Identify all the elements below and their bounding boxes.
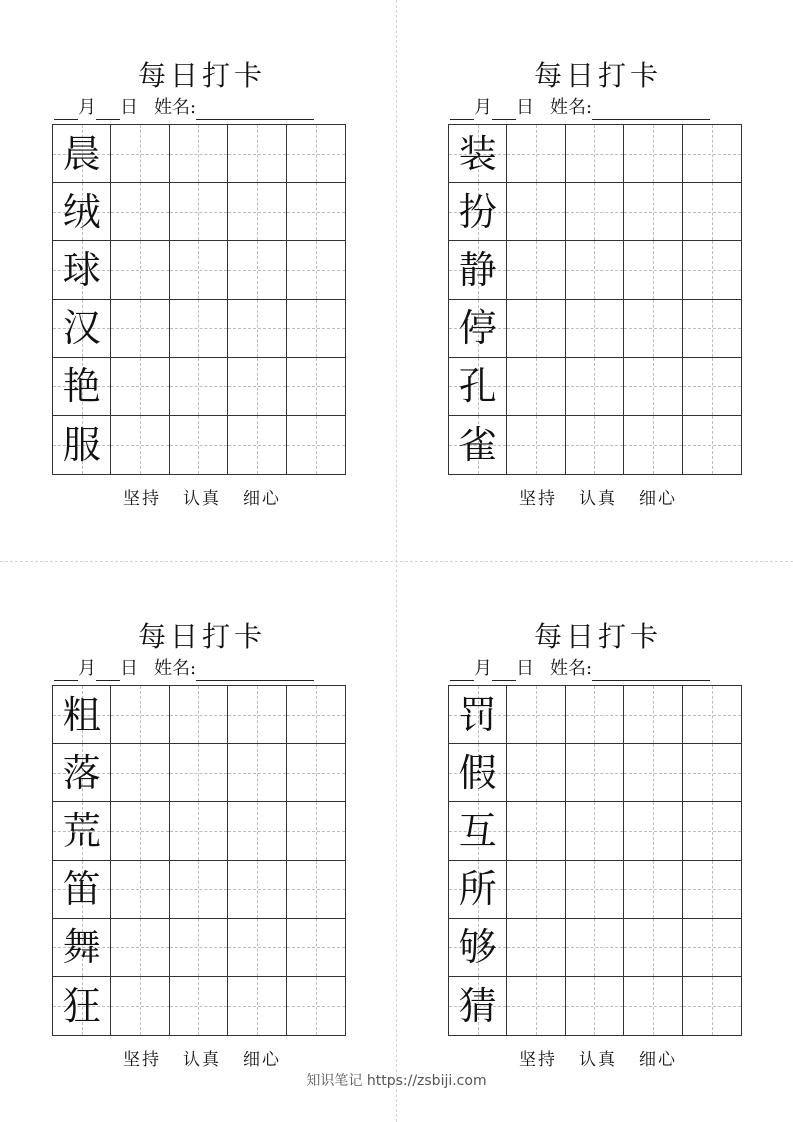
model-char-cell bbox=[53, 919, 111, 977]
practice-cell[interactable] bbox=[287, 861, 345, 919]
practice-cell[interactable] bbox=[507, 183, 565, 241]
practice-cell[interactable] bbox=[566, 125, 624, 183]
day-blank[interactable] bbox=[492, 660, 516, 681]
practice-cell[interactable] bbox=[624, 300, 682, 358]
name-blank[interactable] bbox=[592, 99, 710, 120]
practice-cell[interactable] bbox=[566, 861, 624, 919]
practice-cell[interactable] bbox=[170, 802, 228, 860]
day-blank[interactable] bbox=[96, 660, 120, 681]
day-label: 日 bbox=[120, 97, 138, 118]
practice-cell[interactable] bbox=[624, 744, 682, 802]
practice-cell[interactable] bbox=[683, 919, 741, 977]
practice-cell[interactable] bbox=[507, 744, 565, 802]
practice-cell[interactable] bbox=[287, 300, 345, 358]
footer-watermark: 知识笔记 https://zsbiji.com bbox=[306, 1073, 487, 1089]
practice-cell[interactable] bbox=[624, 861, 682, 919]
model-character: 粗 bbox=[62, 692, 101, 737]
card-title: 每日打卡 bbox=[137, 620, 266, 653]
writing-grid bbox=[448, 685, 742, 1036]
model-character: 雀 bbox=[458, 422, 497, 467]
model-char-cell bbox=[449, 977, 507, 1035]
month-blank[interactable] bbox=[54, 660, 78, 681]
practice-cell[interactable] bbox=[624, 416, 682, 474]
model-char-cell bbox=[449, 125, 507, 183]
practice-cell[interactable] bbox=[228, 861, 286, 919]
model-char-cell bbox=[53, 183, 111, 241]
practice-cell[interactable] bbox=[566, 241, 624, 299]
model-character: 绒 bbox=[62, 189, 101, 234]
motto-item: 细心 bbox=[639, 1050, 677, 1070]
practice-cell[interactable] bbox=[170, 125, 228, 183]
practice-cell[interactable] bbox=[507, 977, 565, 1035]
day-label: 日 bbox=[516, 658, 534, 679]
practice-cell[interactable] bbox=[287, 183, 345, 241]
practice-cell[interactable] bbox=[507, 125, 565, 183]
practice-cell[interactable] bbox=[111, 416, 169, 474]
model-character: 互 bbox=[458, 808, 497, 853]
model-character: 扮 bbox=[458, 189, 497, 234]
practice-cell[interactable] bbox=[507, 861, 565, 919]
practice-cell[interactable] bbox=[170, 977, 228, 1035]
practice-cell[interactable] bbox=[507, 416, 565, 474]
practice-cell[interactable] bbox=[683, 744, 741, 802]
model-character: 汉 bbox=[62, 306, 101, 351]
practice-cell[interactable] bbox=[683, 241, 741, 299]
model-char-cell bbox=[449, 686, 507, 744]
practice-cell[interactable] bbox=[228, 125, 286, 183]
practice-cell[interactable] bbox=[228, 241, 286, 299]
motto-item: 坚持 bbox=[123, 489, 161, 509]
day-label: 日 bbox=[516, 97, 534, 118]
motto-item: 认真 bbox=[579, 489, 617, 509]
practice-cell[interactable] bbox=[170, 861, 228, 919]
practice-cell[interactable] bbox=[170, 241, 228, 299]
month-blank[interactable] bbox=[54, 99, 78, 120]
model-char-cell bbox=[449, 241, 507, 299]
model-character: 舞 bbox=[62, 925, 101, 970]
practice-cell[interactable] bbox=[228, 686, 286, 744]
model-char-cell bbox=[449, 861, 507, 919]
model-character: 艳 bbox=[62, 364, 101, 409]
name-label: 姓名: bbox=[154, 97, 197, 118]
motto-item: 坚持 bbox=[519, 1050, 557, 1070]
practice-cell[interactable] bbox=[566, 300, 624, 358]
practice-cell[interactable] bbox=[287, 977, 345, 1035]
practice-cell[interactable] bbox=[566, 416, 624, 474]
card-title: 每日打卡 bbox=[533, 59, 662, 92]
motto-line bbox=[448, 484, 748, 509]
writing-grid bbox=[52, 124, 346, 475]
practice-cell[interactable] bbox=[228, 358, 286, 416]
practice-cell[interactable] bbox=[111, 125, 169, 183]
motto-item: 细心 bbox=[243, 489, 281, 509]
model-char-cell bbox=[53, 861, 111, 919]
practice-cell[interactable] bbox=[170, 183, 228, 241]
motto-line bbox=[448, 1045, 748, 1070]
model-char-cell bbox=[449, 183, 507, 241]
practice-cell[interactable] bbox=[287, 802, 345, 860]
model-character: 服 bbox=[62, 422, 101, 467]
practice-cell[interactable] bbox=[566, 744, 624, 802]
practice-card-2 bbox=[448, 60, 748, 520]
practice-cell[interactable] bbox=[287, 686, 345, 744]
month-label: 月 bbox=[78, 658, 96, 679]
model-character: 笛 bbox=[62, 867, 101, 912]
practice-cell[interactable] bbox=[683, 183, 741, 241]
practice-cell[interactable] bbox=[683, 416, 741, 474]
practice-cell[interactable] bbox=[170, 686, 228, 744]
practice-cell[interactable] bbox=[287, 416, 345, 474]
day-blank[interactable] bbox=[492, 99, 516, 120]
model-character: 罚 bbox=[458, 692, 497, 737]
date-name-line bbox=[54, 657, 350, 681]
month-blank[interactable] bbox=[450, 660, 474, 681]
practice-cell[interactable] bbox=[624, 686, 682, 744]
month-label: 月 bbox=[78, 97, 96, 118]
practice-cell[interactable] bbox=[111, 744, 169, 802]
practice-cell[interactable] bbox=[624, 241, 682, 299]
practice-card-4 bbox=[448, 621, 748, 1081]
model-character: 静 bbox=[458, 247, 497, 292]
model-char-cell bbox=[53, 802, 111, 860]
motto-line bbox=[52, 484, 352, 509]
practice-cell[interactable] bbox=[566, 802, 624, 860]
model-character: 晨 bbox=[62, 131, 101, 176]
practice-cell[interactable] bbox=[170, 744, 228, 802]
practice-cell[interactable] bbox=[566, 358, 624, 416]
practice-cell[interactable] bbox=[507, 300, 565, 358]
model-character: 猜 bbox=[458, 983, 497, 1028]
model-char-cell bbox=[449, 744, 507, 802]
practice-cell[interactable] bbox=[507, 919, 565, 977]
motto-item: 细心 bbox=[639, 489, 677, 509]
practice-cell[interactable] bbox=[228, 416, 286, 474]
practice-cell[interactable] bbox=[624, 919, 682, 977]
model-char-cell bbox=[53, 241, 111, 299]
model-character: 假 bbox=[458, 750, 497, 795]
practice-cell[interactable] bbox=[111, 919, 169, 977]
motto-line bbox=[52, 1045, 352, 1070]
practice-cell[interactable] bbox=[111, 241, 169, 299]
month-blank[interactable] bbox=[450, 99, 474, 120]
name-label: 姓名: bbox=[550, 97, 593, 118]
name-label: 姓名: bbox=[154, 658, 197, 679]
date-name-line bbox=[450, 96, 746, 120]
practice-cell[interactable] bbox=[566, 977, 624, 1035]
model-char-cell bbox=[449, 802, 507, 860]
practice-cell[interactable] bbox=[683, 861, 741, 919]
practice-cell[interactable] bbox=[111, 686, 169, 744]
practice-cell[interactable] bbox=[170, 358, 228, 416]
model-character: 够 bbox=[458, 925, 497, 970]
practice-cell[interactable] bbox=[111, 358, 169, 416]
name-blank[interactable] bbox=[592, 660, 710, 681]
model-char-cell bbox=[449, 416, 507, 474]
cut-line-horizontal bbox=[0, 561, 793, 562]
date-name-line bbox=[450, 657, 746, 681]
motto-item: 坚持 bbox=[123, 1050, 161, 1070]
practice-cell[interactable] bbox=[507, 802, 565, 860]
day-label: 日 bbox=[120, 658, 138, 679]
motto-item: 认真 bbox=[579, 1050, 617, 1070]
practice-cell[interactable] bbox=[507, 358, 565, 416]
model-char-cell bbox=[449, 358, 507, 416]
practice-cell[interactable] bbox=[507, 241, 565, 299]
practice-cell[interactable] bbox=[287, 241, 345, 299]
practice-cell[interactable] bbox=[624, 183, 682, 241]
practice-cell[interactable] bbox=[683, 977, 741, 1035]
practice-cell[interactable] bbox=[624, 125, 682, 183]
motto-item: 坚持 bbox=[519, 489, 557, 509]
practice-cell[interactable] bbox=[111, 183, 169, 241]
day-blank[interactable] bbox=[96, 99, 120, 120]
model-char-cell bbox=[449, 300, 507, 358]
model-char-cell bbox=[53, 125, 111, 183]
motto-item: 认真 bbox=[183, 1050, 221, 1070]
practice-cell[interactable] bbox=[228, 977, 286, 1035]
practice-cell[interactable] bbox=[111, 802, 169, 860]
model-character: 落 bbox=[62, 750, 101, 795]
model-character: 荒 bbox=[62, 808, 101, 853]
model-char-cell bbox=[53, 977, 111, 1035]
motto-item: 认真 bbox=[183, 489, 221, 509]
practice-cell[interactable] bbox=[566, 686, 624, 744]
motto-item: 细心 bbox=[243, 1050, 281, 1070]
practice-cell[interactable] bbox=[683, 300, 741, 358]
practice-cell[interactable] bbox=[683, 686, 741, 744]
model-char-cell bbox=[449, 919, 507, 977]
practice-cell[interactable] bbox=[566, 919, 624, 977]
name-label: 姓名: bbox=[550, 658, 593, 679]
practice-cell[interactable] bbox=[624, 977, 682, 1035]
card-title: 每日打卡 bbox=[533, 620, 662, 653]
practice-cell[interactable] bbox=[287, 125, 345, 183]
model-char-cell bbox=[53, 416, 111, 474]
model-character: 孔 bbox=[458, 364, 497, 409]
name-blank[interactable] bbox=[196, 660, 314, 681]
practice-cell[interactable] bbox=[228, 183, 286, 241]
model-character: 停 bbox=[458, 306, 497, 351]
practice-cell[interactable] bbox=[170, 919, 228, 977]
practice-cell[interactable] bbox=[287, 358, 345, 416]
name-blank[interactable] bbox=[196, 99, 314, 120]
practice-cell[interactable] bbox=[111, 861, 169, 919]
practice-cell[interactable] bbox=[170, 300, 228, 358]
practice-cell[interactable] bbox=[683, 358, 741, 416]
practice-cell[interactable] bbox=[228, 744, 286, 802]
model-char-cell bbox=[53, 744, 111, 802]
model-character: 装 bbox=[458, 131, 497, 176]
card-title: 每日打卡 bbox=[137, 59, 266, 92]
model-character: 球 bbox=[62, 247, 101, 292]
writing-grid bbox=[52, 685, 346, 1036]
writing-grid bbox=[448, 124, 742, 475]
practice-cell[interactable] bbox=[228, 300, 286, 358]
practice-cell[interactable] bbox=[683, 125, 741, 183]
practice-cell[interactable] bbox=[287, 744, 345, 802]
practice-cell[interactable] bbox=[566, 183, 624, 241]
model-character: 所 bbox=[458, 867, 497, 912]
model-character: 狂 bbox=[62, 983, 101, 1028]
practice-cell[interactable] bbox=[624, 358, 682, 416]
model-char-cell bbox=[53, 686, 111, 744]
practice-cell[interactable] bbox=[228, 919, 286, 977]
practice-cell[interactable] bbox=[228, 802, 286, 860]
model-char-cell bbox=[53, 358, 111, 416]
practice-cell[interactable] bbox=[507, 686, 565, 744]
practice-card-3 bbox=[52, 621, 352, 1081]
practice-cell[interactable] bbox=[170, 416, 228, 474]
month-label: 月 bbox=[474, 658, 492, 679]
practice-cell[interactable] bbox=[683, 802, 741, 860]
practice-cell[interactable] bbox=[287, 919, 345, 977]
practice-card-1 bbox=[52, 60, 352, 520]
practice-cell[interactable] bbox=[111, 977, 169, 1035]
month-label: 月 bbox=[474, 97, 492, 118]
date-name-line bbox=[54, 96, 350, 120]
practice-cell[interactable] bbox=[111, 300, 169, 358]
practice-cell[interactable] bbox=[624, 802, 682, 860]
model-char-cell bbox=[53, 300, 111, 358]
